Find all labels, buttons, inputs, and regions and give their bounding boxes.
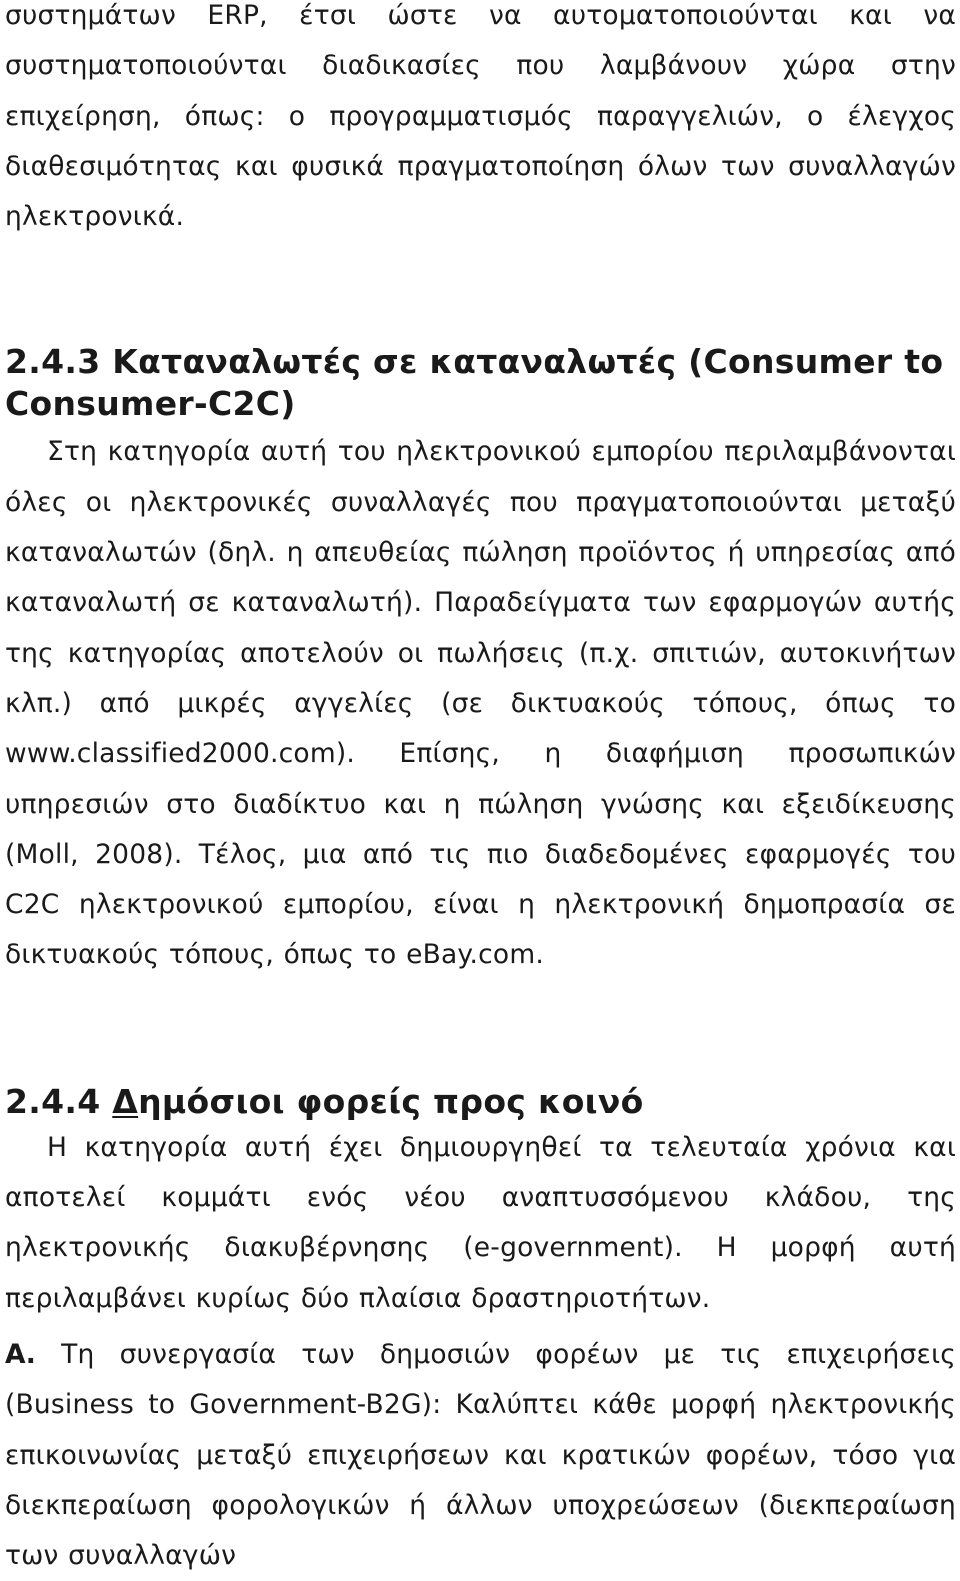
- section-2-4-4-heading-number: 2.4.4: [5, 1081, 113, 1121]
- item-a-text: Τη συνεργασία των δημοσιών φορέων με τις επιχειρήσεις (Business to Government-B2G): Καλύπτει κάθε μορφή ηλεκτρονικής επικοινωνίας μεταξύ επιχειρήσεων και κρατικών φορέων, τόσο για διεκπεραίωση φορολογικών ή άλλων υποχρεώσεων (διεκπεραίωση των συναλλαγών: [5, 1338, 956, 1572]
- section-2-4-4-heading-rest: ημόσιοι φορείς προς κοινό: [138, 1081, 644, 1121]
- section-2-4-3-heading: 2.4.3 Καταναλωτές σε καταναλωτές (Consumer to Consumer-C2C): [5, 342, 944, 424]
- section-2-4-3-paragraph: Στη κατηγορία αυτή του ηλεκτρονικού εμπορίου περιλαμβάνονται όλες οι ηλεκτρονικές συναλλαγές που πραγματοποιούνται μεταξύ καταναλωτών (δηλ. η απευθείας πώληση προϊόντος ή υπηρεσίας από καταναλωτή σε καταναλωτή). Παραδείγματα των εφαρμογών αυτής της κατηγορίας αποτελούν οι πωλήσεις (π.χ. σπιτιών, αυτοκινήτων κλπ.) από μικρές αγγελίες (σε δικτυακούς τόπους, όπως το www.classified2000.com). Επίσης, η διαφήμιση προσωπικών υπηρεσιών στο διαδίκτυο και η πώληση γνώσης και εξειδίκευσης (Moll, 2008). Τέλος, μια από τις πιο διαδεδομένες εφαρμογές του C2C ηλεκτρονικού εμπορίου, είναι η ηλεκτρονική δημοπρασία σε δικτυακούς τόπους, όπως το eBay.com.: [5, 436, 956, 971]
- section-2-4-4-heading: [5, 1081, 956, 1123]
- intro-paragraph: συστημάτων ERP, έτσι ώστε να αυτοματοποιούνται και να συστηματοποιούνται διαδικασίες που λαμβάνουν χώρα στην επιχείρηση, όπως: ο προγραμματισμός παραγγελιών, ο έλεγχος διαθεσιμότητας και φυσικά πραγματοποίηση όλων των συναλλαγών ηλεκτρονικά.: [5, 0, 956, 233]
- section-2-4-4-item-a: [5, 1330, 956, 1581]
- section-2-4-4-paragraph: Η κατηγορία αυτή έχει δημιουργηθεί τα τελευταία χρόνια και αποτελεί κομμάτι ενός νέου αναπτυσσόμενου κλάδου, της ηλεκτρονικής διακυβέρνησης (e-government). Η μορφή αυτή περιλαμβάνει κυρίως δύο πλαίσια δραστηριοτήτων.: [5, 1131, 956, 1314]
- item-a-label: Α.: [5, 1338, 36, 1370]
- section-2-4-4-heading-underlined-letter: Δ: [112, 1081, 139, 1121]
